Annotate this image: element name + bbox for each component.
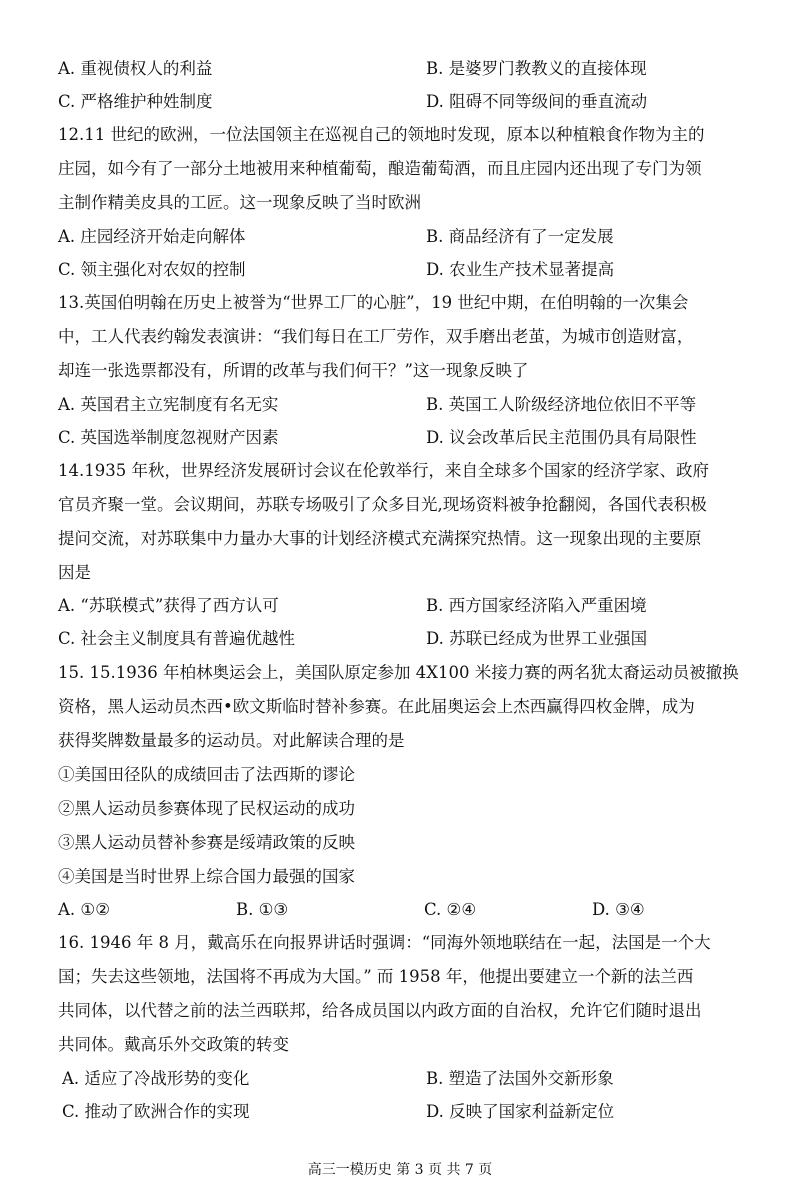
q14-option-a[interactable]: A. “苏联模式”获得了西方认可	[58, 596, 279, 615]
q10-option-c[interactable]: C. 严格维护种姓制度	[58, 92, 213, 111]
q15-option-b[interactable]: B. ①③	[236, 900, 289, 919]
q12-stem-line: 12.11 世纪的欧洲，一位法国领主在巡视自己的领地时发现，原本以种植粮食作物为主的	[58, 125, 705, 144]
q16-option-d[interactable]: D. 反映了国家利益新定位	[426, 1102, 615, 1121]
q16-option-c[interactable]: C. 推动了欧洲合作的实现	[62, 1102, 250, 1121]
q14-option-d[interactable]: D. 苏联已经成为世界工业强国	[426, 629, 648, 648]
q10-option-d[interactable]: D. 阻碍不同等级间的垂直流动	[426, 92, 648, 111]
q13-option-a[interactable]: A. 英国君主立宪制度有名无实	[58, 395, 279, 414]
q16-option-b[interactable]: B. 塑造了法国外交新形象	[426, 1069, 614, 1088]
q16-stem-line: 共同体，以代替之前的法兰西联邦，给各成员国以内政方面的自治权，允许它们随时退出	[58, 1001, 702, 1020]
q13-stem-line: 中，工人代表约翰发表演讲：“我们每日在工厂劳作，双手磨出老茧，为城市创造财富，	[58, 327, 694, 346]
q15-stem-line: 获得奖牌数量最多的运动员。对此解读合理的是	[58, 731, 405, 750]
q13-option-c[interactable]: C. 英国选举制度忽视财产因素	[58, 428, 279, 447]
q16-stem-line: 共同体。戴高乐外交政策的转变	[58, 1035, 289, 1054]
q12-option-d[interactable]: D. 农业生产技术显著提高	[426, 260, 615, 279]
q14-stem-line: 提问交流，对苏联集中力量办大事的计划经济模式充满探究热情。这一现象出现的主要原	[58, 529, 702, 548]
q14-stem-line: 官员齐聚一堂。会议期间，苏联专场吸引了众多目光,现场资料被争抢翻阅，各国代表积极	[58, 495, 707, 514]
q13-stem-line: 13.英国伯明翰在历史上被誉为“世界工厂的心脏”，19 世纪中期，在伯明翰的一次集会	[58, 293, 689, 312]
q12-option-c[interactable]: C. 领主强化对农奴的控制	[58, 260, 246, 279]
q15-option-c[interactable]: C. ②④	[424, 900, 477, 919]
q12-stem-line: 主制作精美皮具的工匠。这一现象反映了当时欧洲	[58, 193, 421, 212]
q14-stem-line: 14.1935 年秋，世界经济发展研讨会议在伦敦举行，来自全球多个国家的经济学家、政府	[58, 461, 709, 480]
q16-stem-line: 16. 1946 年 8 月，戴高乐在向报界讲话时强调：“同海外领地联结在一起，法国是一个大	[58, 933, 711, 952]
q12-option-a[interactable]: A. 庄园经济开始走向解体	[58, 227, 246, 246]
q16-stem-line: 国；失去这些领地，法国将不再成为大国。” 而 1958 年，他提出要建立一个新的法兰西	[58, 967, 694, 986]
q13-option-b[interactable]: B. 英国工人阶级经济地位依旧不平等	[426, 395, 697, 414]
q15-item: ④美国是当时世界上综合国力最强的国家	[58, 867, 355, 886]
q15-item: ①美国田径队的成绩回击了法西斯的谬论	[58, 765, 355, 784]
q15-item: ②黑人运动员参赛体现了民权运动的成功	[58, 799, 355, 818]
q12-stem-line: 庄园，如今有了一部分土地被用来种植葡萄，酿造葡萄酒，而且庄园内还出现了专门为领	[58, 159, 702, 178]
q10-option-b[interactable]: B. 是婆罗门教教义的直接体现	[426, 59, 647, 78]
q10-option-a[interactable]: A. 重视债权人的利益	[58, 59, 213, 78]
q16-option-a[interactable]: A. 适应了冷战形势的变化	[62, 1069, 250, 1088]
q15-stem-line: 资格，黑人运动员杰西•欧文斯临时替补参赛。在此届奥运会上杰西赢得四枚金牌，成为	[58, 697, 695, 716]
q15-option-d[interactable]: D. ③④	[592, 900, 645, 919]
q13-option-d[interactable]: D. 议会改革后民主范围仍具有局限性	[426, 428, 697, 447]
q14-stem-line: 因是	[58, 563, 91, 582]
q15-item: ③黑人运动员替补参赛是绥靖政策的反映	[58, 833, 355, 852]
q15-option-a[interactable]: A. ①②	[58, 900, 110, 919]
q12-option-b[interactable]: B. 商品经济有了一定发展	[426, 227, 614, 246]
q13-stem-line: 却连一张选票都没有，所谓的改革与我们何干？”这一现象反映了	[58, 361, 529, 380]
page-footer: 高三一模历史 第 3 页 共 7 页	[307, 1162, 493, 1178]
q14-option-c[interactable]: C. 社会主义制度具有普遍优越性	[58, 629, 296, 648]
q14-option-b[interactable]: B. 西方国家经济陷入严重困境	[426, 596, 647, 615]
q15-stem-line: 15. 15.1936 年柏林奥运会上，美国队原定参加 4X100 米接力赛的两名犹太裔运动员被撤换	[58, 663, 739, 682]
